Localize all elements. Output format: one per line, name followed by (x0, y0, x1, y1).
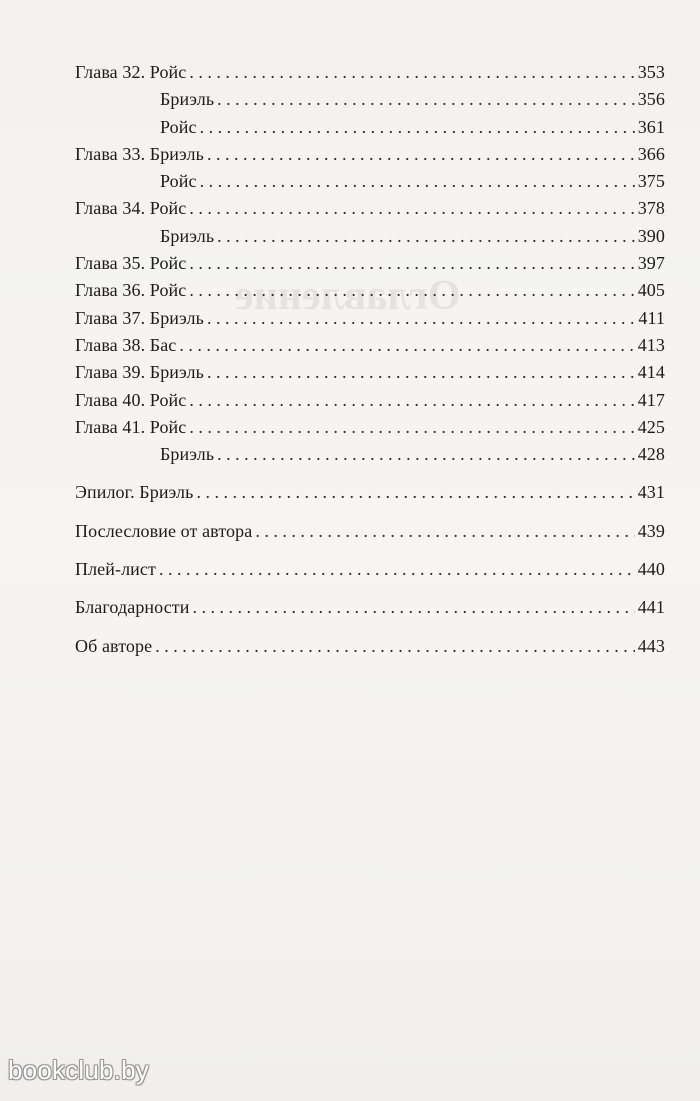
toc-entry-title: Глава 36. Ройс (75, 280, 187, 301)
toc-entry-chapter-38 (75, 335, 665, 362)
toc-entry-sub (75, 117, 665, 144)
toc-entry-chapter-41 (75, 417, 665, 444)
dot-leader (189, 198, 634, 219)
toc-entry-chapter-40 (75, 390, 665, 417)
ghost-heading: Оглавление (235, 273, 461, 319)
site-watermark: bookclub.by (8, 1055, 149, 1085)
dot-leader (179, 335, 634, 356)
toc-entry-page: 405 (637, 280, 665, 301)
toc-entry-title: Ройс (160, 116, 197, 137)
dot-leader (155, 636, 634, 657)
dot-leader (217, 89, 635, 110)
toc-entry-sub (75, 444, 665, 471)
toc-entry-page: 440 (637, 559, 665, 580)
toc-entry-page: 417 (637, 389, 665, 410)
toc-entry-page: 375 (637, 171, 665, 192)
dot-leader (207, 362, 635, 383)
toc-entry-title: Глава 34. Ройс (75, 198, 187, 219)
toc-entry-title: Бриэль (160, 225, 215, 246)
toc-entry-title: Об авторе (75, 635, 153, 656)
toc-entry-page: 428 (637, 444, 665, 465)
dot-leader (217, 226, 635, 247)
toc-entry-page: 353 (637, 62, 665, 82)
toc-entry-chapter-33 (75, 144, 665, 171)
toc-entry-title: Глава 41. Ройс (75, 416, 187, 437)
toc-entry-chapter-35 (75, 253, 665, 280)
dot-leader (189, 280, 634, 301)
table-of-contents (75, 62, 665, 663)
dot-leader (200, 171, 635, 192)
toc-entry-title: Глава 32. Ройс (75, 62, 187, 82)
dot-leader (255, 521, 634, 542)
toc-entry-afterword (75, 521, 665, 548)
toc-entry-chapter-34 (75, 198, 665, 225)
toc-entry-title: Эпилог. Бриэль (75, 482, 194, 503)
toc-entry-page: 378 (637, 198, 665, 219)
toc-entry-acknowledgements (75, 597, 665, 624)
toc-entry-about-author (75, 636, 665, 663)
toc-entry-sub (75, 89, 665, 116)
dot-leader (189, 417, 634, 438)
toc-entry-chapter-37 (75, 308, 665, 335)
dot-leader (193, 597, 635, 618)
toc-entry-title: Бриэль (160, 444, 215, 465)
toc-entry-page: 439 (637, 520, 665, 541)
toc-entry-title: Глава 39. Бриэль (75, 362, 204, 383)
toc-entry-page: 390 (637, 225, 665, 246)
dot-leader (189, 62, 634, 83)
dot-leader (207, 144, 635, 165)
dot-leader (196, 482, 634, 503)
dot-leader (189, 390, 634, 411)
toc-entry-page: 397 (637, 253, 665, 274)
toc-entry-page: 361 (637, 116, 665, 137)
toc-entry-page: 431 (637, 482, 665, 503)
toc-entry-title: Глава 37. Бриэль (75, 307, 204, 328)
toc-entry-title: Глава 35. Ройс (75, 253, 187, 274)
toc-entry-epilogue (75, 482, 665, 509)
dot-leader (207, 308, 635, 329)
toc-entry-sub (75, 226, 665, 253)
toc-entry-playlist (75, 559, 665, 586)
toc-entry-chapter-36 (75, 280, 665, 307)
dot-leader (217, 444, 635, 465)
toc-entry-page: 356 (637, 89, 665, 110)
dot-leader (159, 559, 635, 580)
toc-entry-title: Глава 38. Бас (75, 334, 177, 355)
toc-entry-title: Плей-лист (75, 559, 156, 580)
toc-entry-title: Послесловие от автора (75, 520, 253, 541)
toc-entry-page: 443 (637, 635, 665, 656)
toc-entry-page: 411 (638, 307, 665, 328)
dot-leader (200, 117, 635, 138)
toc-entry-title: Глава 40. Ройс (75, 389, 187, 410)
dot-leader (189, 253, 634, 274)
toc-entry-page: 414 (637, 362, 665, 383)
toc-entry-title: Глава 33. Бриэль (75, 143, 204, 164)
toc-entry-page: 425 (637, 416, 665, 437)
toc-entry-title: Ройс (160, 171, 197, 192)
toc-entry-title: Благодарности (75, 597, 190, 618)
toc-entry-page: 441 (637, 597, 665, 618)
toc-entry-page: 366 (637, 143, 665, 164)
toc-entry-chapter-39 (75, 362, 665, 389)
toc-entry-title: Бриэль (160, 89, 215, 110)
toc-entry-page: 413 (637, 334, 665, 355)
toc-entry-sub (75, 171, 665, 198)
toc-entry-chapter-32 (75, 62, 665, 89)
